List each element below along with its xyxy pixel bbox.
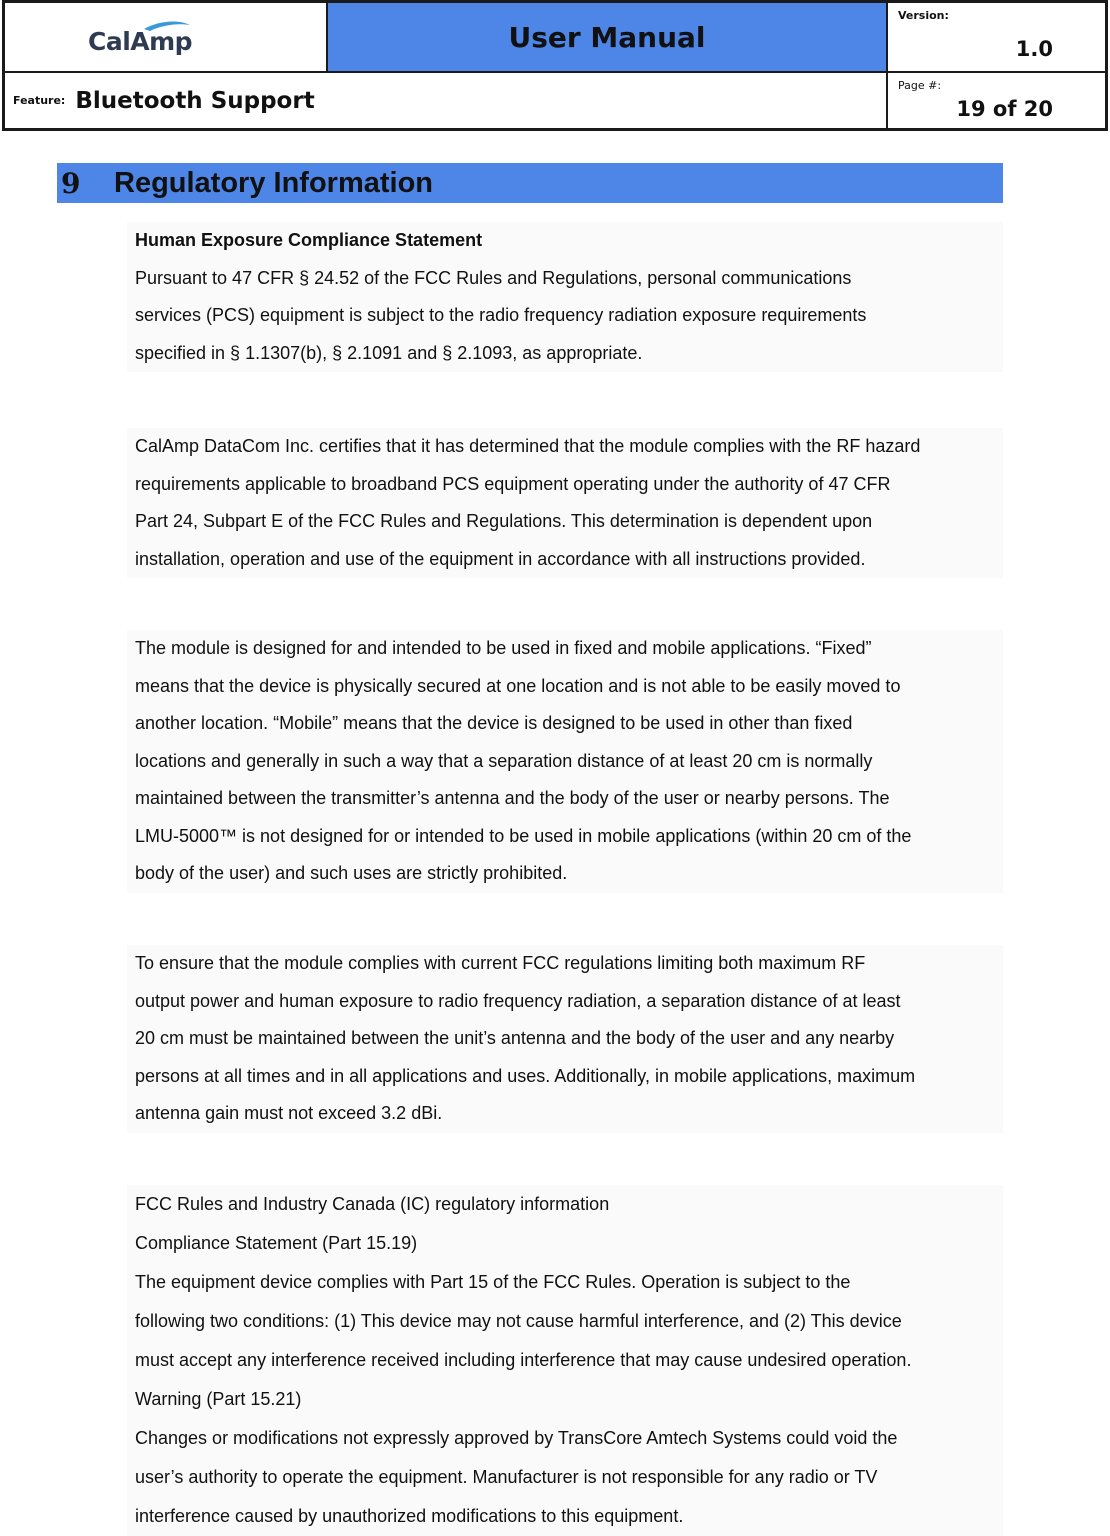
page-number-cell [888,73,1105,128]
page-label: Page #: [898,79,942,92]
paragraph-line: FCC Rules and Industry Canada (IC) regulatory information [135,1194,610,1214]
paragraph-line: Pursuant to 47 CFR § 24.52 of the FCC Rules and Regulations, personal communications [135,267,852,288]
section-number: 9 [61,166,81,200]
feature-value: Bluetooth Support [75,87,315,114]
version-value: 1.0 [1015,37,1053,61]
logo-cell [5,3,328,73]
certification-block [127,428,1003,578]
version-label: Version: [898,9,949,22]
human-exposure-heading: Human Exposure Compliance Statement [135,230,483,250]
paragraph-line: The module is designed for and intended to be used in fixed and mobile applications. “Fixed” [135,638,872,658]
document-title: User Manual [328,3,888,73]
paragraph-line: installation, operation and use of the equipment in accordance with all instructions provided. [135,548,866,569]
paragraph-line: interference caused by unauthorized modifications to this equipment. [135,1506,684,1526]
section-title: Regulatory Information [114,166,434,199]
paragraph-line: Changes or modifications not expressly approved by TransCore Amtech Systems could void the [135,1428,898,1448]
paragraph-line: Compliance Statement (Part 15.19) [135,1233,418,1253]
paragraph-line: maintained between the transmitter’s antenna and the body of the user or nearby persons. The [135,788,890,808]
paragraph-line: LMU-5000™ is not designed for or intended to be used in mobile applications (within 20 cm of the [135,825,912,846]
feature-cell [5,73,888,128]
paragraph-line: To ensure that the module complies with current FCC regulations limiting both maximum RF [135,953,866,973]
paragraph-line: another location. “Mobile” means that the device is designed to be used in other than fixed [135,713,853,733]
paragraph-line: Warning (Part 15.21) [135,1389,302,1409]
paragraph-line: services (PCS) equipment is subject to the radio frequency radiation exposure requirements [135,305,867,325]
paragraph-line: must accept any interference received including interference that may cause undesired operation. [135,1350,912,1370]
svg-text:CalAmp: CalAmp [87,27,192,55]
calamp-logo [86,19,246,55]
page-value: 19 of 20 [956,97,1053,121]
paragraph-line: locations and generally in such a way that a separation distance of at least 20 cm is normally [135,750,873,771]
paragraph-line: output power and human exposure to radio frequency radiation, a separation distance of at least [135,990,901,1011]
human-exposure-block [127,222,1003,372]
paragraph-line: specified in § 1.1307(b), § 2.1091 and § 2.1093, as appropriate. [135,342,643,363]
document-header [2,0,1108,131]
feature-label: Feature: [13,94,66,107]
paragraph-line: body of the user) and such uses are strictly prohibited. [135,863,568,883]
paragraph-line: following two conditions: (1) This device may not cause harmful interference, and (2) This device [135,1311,902,1331]
section-heading [57,163,1003,203]
paragraph-line: user’s authority to operate the equipment. Manufacturer is not responsible for any radio or TV [135,1467,878,1487]
paragraph-line: requirements applicable to broadband PCS equipment operating under the authority of 47 CFR [135,473,891,494]
paragraph-line: antenna gain must not exceed 3.2 dBi. [135,1103,443,1123]
paragraph-line: 20 cm must be maintained between the unit’s antenna and the body of the user and any nearby [135,1028,895,1048]
version-cell [888,3,1105,73]
paragraph-line: means that the device is physically secured at one location and is not able to be easily moved to [135,675,901,696]
fcc-ic-block [127,1185,1003,1536]
separation-block [127,945,1003,1133]
paragraph-line: Part 24, Subpart E of the FCC Rules and Regulations. This determination is dependent upon [135,511,873,531]
paragraph-line: persons at all times and in all applications and uses. Additionally, in mobile applications, maximum [135,1065,916,1086]
usage-block [127,630,1003,893]
paragraph-line: The equipment device complies with Part 15 of the FCC Rules. Operation is subject to the [135,1272,851,1292]
paragraph-line: CalAmp DataCom Inc. certifies that it has determined that the module complies with the RF hazard [135,436,921,456]
